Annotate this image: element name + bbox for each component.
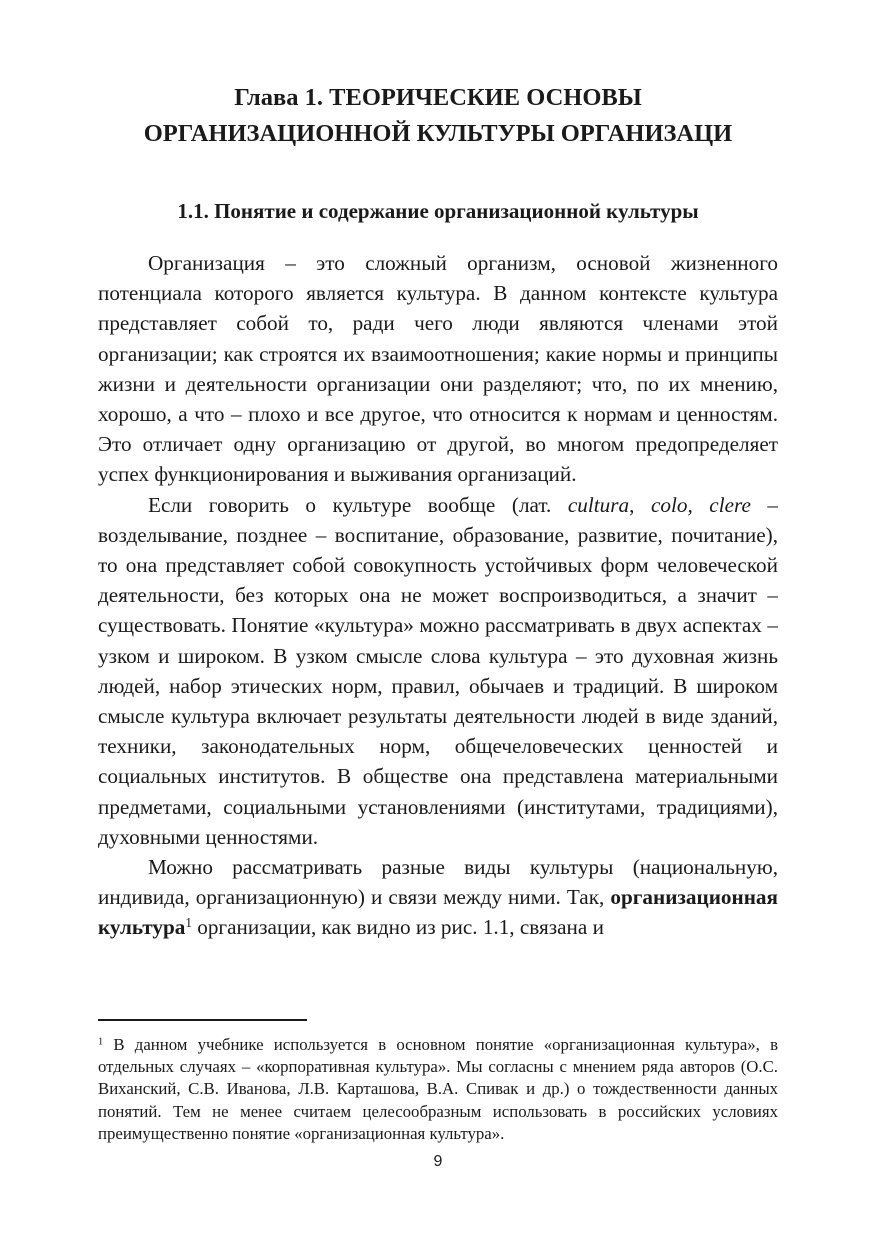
footnote-divider — [98, 1019, 307, 1021]
latin-term-colo-clere: colo, clere — [650, 492, 751, 517]
footnote-text: В данном учебнике используется в основном понятие «организационная культура», в отдельных случаях – «корпоративная культура». Мы согласны с мнением ряда авторов (О.С. Виханский, С.В. Иванова, Л.В. Карташова, В.А. Спивак и др.) о тождественности данных понятий. Тем не менее считаем целесообразным использовать в российских условиях преимущественно понятие «организационная культура». — [98, 1035, 778, 1143]
bold-term-org-culture: организационная культура — [98, 885, 778, 940]
chapter-title — [60, 80, 816, 152]
paragraph-3-intro: Можно рассматривать разные виды культуры (национальную, индивида, организационную) и связи между ними. Так, — [98, 855, 778, 910]
footnote — [98, 1034, 778, 1145]
footnote-reference[interactable]: 1 — [185, 915, 192, 931]
paragraph-3-rest: организации, как видно из рис. 1.1, связана и — [191, 915, 604, 940]
paragraph-1: Организация – это сложный организм, основой жизненного потенциала которого является культура. В данном контексте культура представляет собой то, ради чего люди являются членами этой организации; как строятся их взаимоотношения; какие нормы и принципы жизни и деятельности организации они разделяют; что, по их мнению, хорошо, а что – плохо и все другое, что относится к нормам и ценностям. Это отличает одну организацию от другой, во многом предопределяет успех функционирования и выживания организаций. — [98, 251, 778, 487]
section-title: 1.1. Понятие и содержание организационной культуры — [177, 199, 699, 223]
page-number: 9 — [433, 1153, 443, 1170]
paragraph-3 — [98, 852, 778, 943]
footnote-marker: 1 — [98, 1036, 104, 1048]
latin-term-cultura: cultura — [567, 492, 630, 517]
paragraph-2-intro: Если говорить о культуре вообще (лат. — [148, 492, 568, 517]
paragraph-2 — [98, 490, 778, 852]
paragraph-2-rest: – возделывание, позднее – воспитание, образование, развитие, почитание), то она представляет собой совокупность устойчивых форм человеческой деятельности, без которых она не может воспроизводиться, а значит – существовать. Понятие «культура» можно рассматривать в двух аспектах – узком и широком. В узком смысле слова культура – это духовная жизнь людей, набор этических норм, правил, обычаев и традиций. В широком смысле культура включает результаты деятельности людей в виде зданий, техники, законодательных норм, общечеловеческих ценностей и социальных институтов. В обществе она представлена материальными предметами, социальными установлениями (институтами, традициями), духовными ценностями. — [98, 492, 779, 849]
body-text — [98, 248, 778, 943]
paragraph-2-separator: , — [629, 492, 651, 517]
chapter-title-line2: ОРГАНИЗАЦИОННОЙ КУЛЬТУРЫ ОРГАНИЗАЦИ — [143, 120, 733, 147]
chapter-title-line1: Глава 1. ТЕОРИЧЕСКИЕ ОСНОВЫ — [234, 84, 642, 111]
